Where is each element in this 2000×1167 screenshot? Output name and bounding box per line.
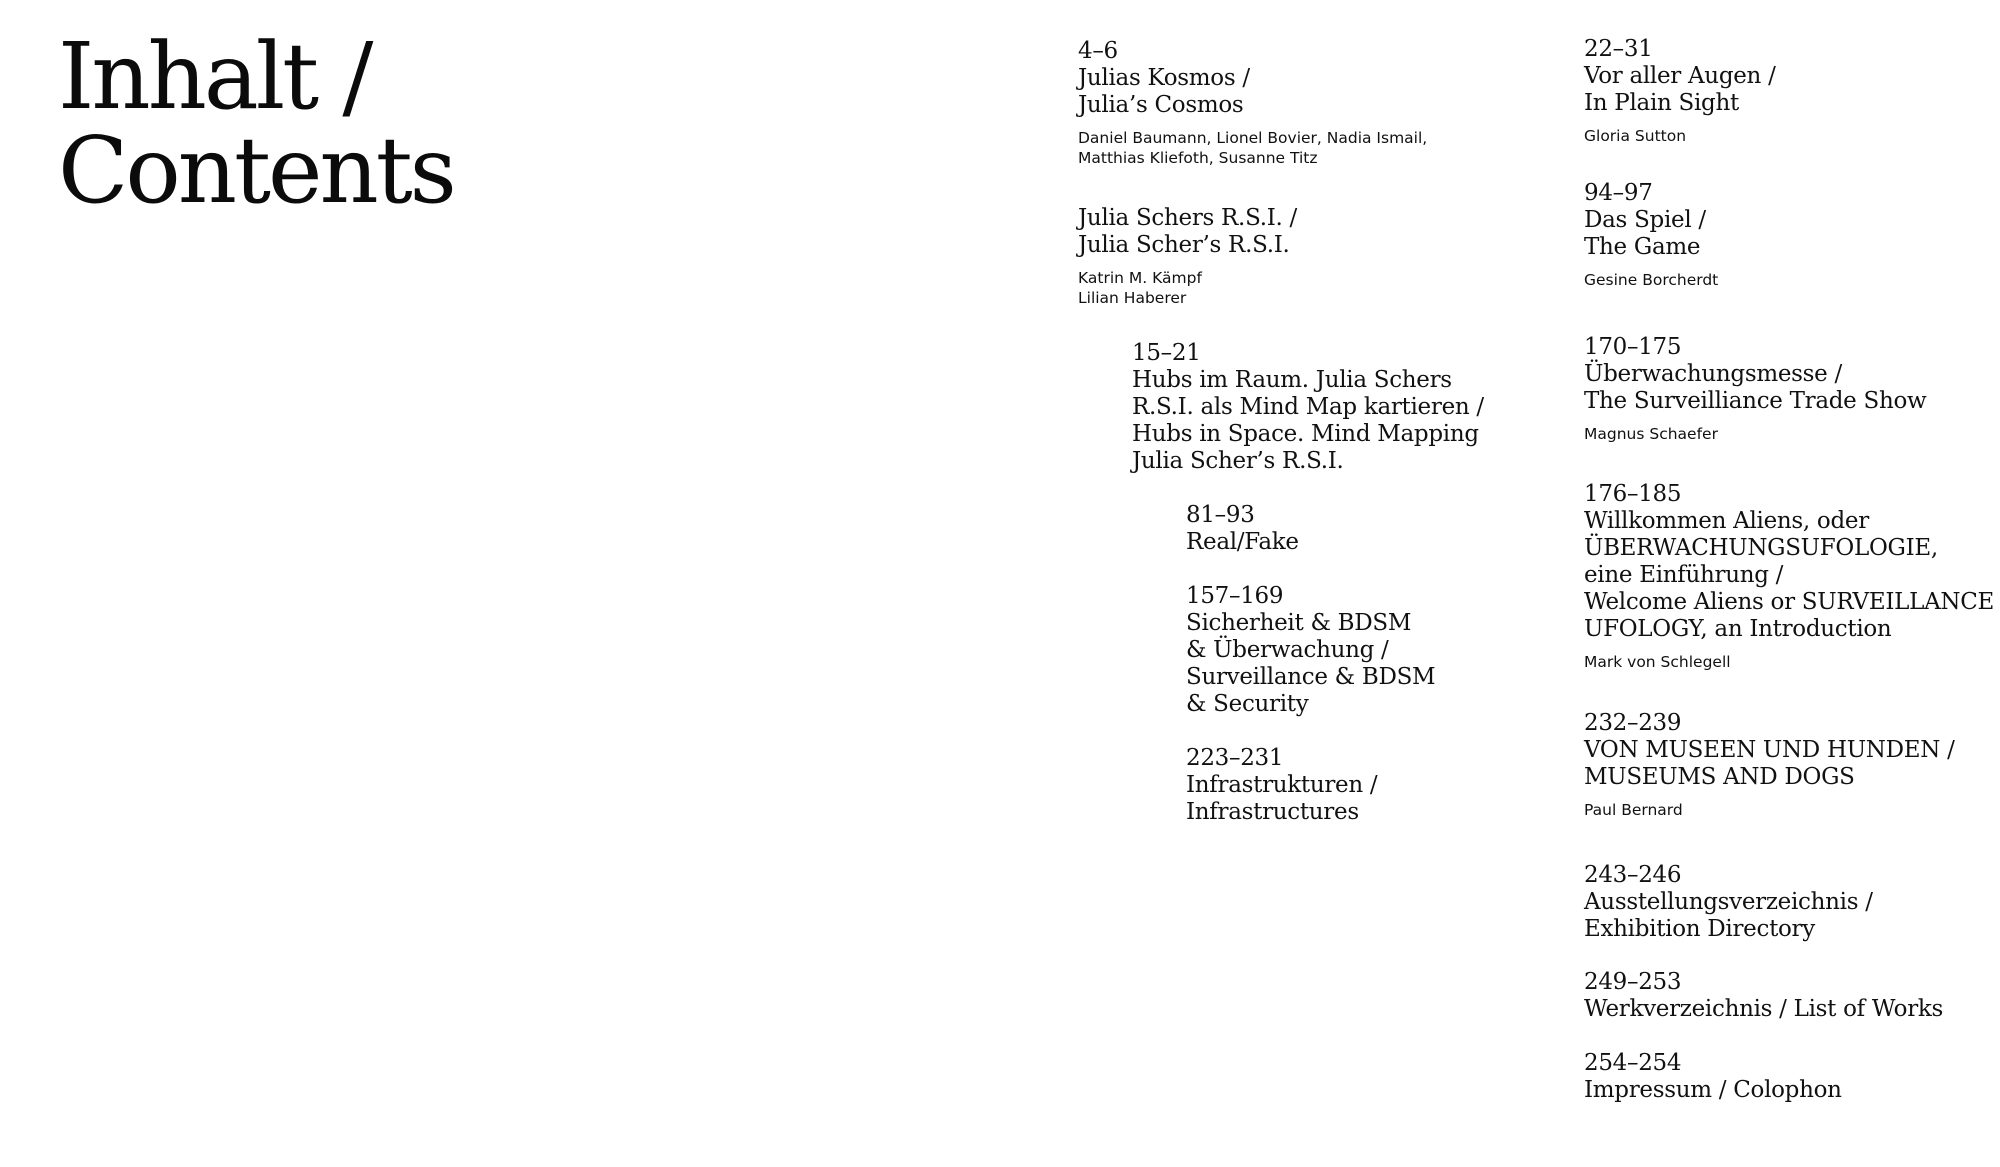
toc-entry-title-line: Ausstellungsverzeichnis / — [1584, 889, 1873, 915]
toc-entry-title-line: Impressum / Colophon — [1584, 1077, 1842, 1103]
toc-entry-title-line: Julia’s Cosmos — [1078, 92, 1244, 118]
toc-entry-title-line: ÜBERWACHUNGSUFOLOGIE, — [1584, 535, 1938, 561]
toc-entry-pages: 254–254 — [1584, 1050, 1682, 1076]
toc-entry-authors-line: Paul Bernard — [1584, 801, 1683, 819]
toc-entry-title-line: Sicherheit & BDSM — [1186, 610, 1412, 636]
toc-entry-title-line: eine Einführung / — [1584, 562, 1784, 588]
toc-entry-authors — [1078, 268, 1297, 308]
toc-entry-authors-line: Magnus Schaefer — [1584, 425, 1718, 443]
toc-entry-authors — [1078, 128, 1427, 168]
toc-entry-title-line: & Überwachung / — [1186, 637, 1389, 663]
page-title — [58, 23, 454, 224]
toc-entry-title-line: In Plain Sight — [1584, 90, 1739, 116]
toc-entry-pages: 15–21 — [1132, 340, 1201, 366]
page-title-line-2: Contents — [58, 117, 454, 224]
toc-entry-title-line: Willkommen Aliens, oder — [1584, 508, 1869, 534]
toc-entry-title-line: VON MUSEEN UND HUNDEN / — [1584, 737, 1955, 763]
toc-entry-julias-kosmos — [1078, 38, 1427, 168]
toc-entry-authors-line: Gesine Borcherdt — [1584, 271, 1719, 289]
toc-entry-title-line: Real/Fake — [1186, 529, 1299, 555]
toc-entry-title-line: Julia Scher’s R.S.I. — [1132, 448, 1344, 474]
toc-entry-willkommen-aliens — [1584, 481, 1994, 672]
toc-entry-title-line: Vor aller Augen / — [1584, 63, 1776, 89]
toc-entry-title-line: The Surveilliance Trade Show — [1584, 388, 1927, 414]
toc-entry-title-line: Infrastrukturen / — [1186, 772, 1378, 798]
toc-entry-authors-line: Matthias Kliefoth, Susanne Titz — [1078, 149, 1318, 167]
toc-entry-title-line: & Security — [1186, 691, 1309, 717]
toc-entry-title-line: UFOLOGY, an Introduction — [1584, 616, 1892, 642]
toc-entry-pages: 94–97 — [1584, 180, 1653, 206]
toc-entry-werkverzeichnis — [1584, 969, 1943, 1023]
toc-entry-title-line: The Game — [1584, 234, 1701, 260]
toc-entry-sicherheit-bdsm — [1186, 583, 1435, 718]
toc-entry-title-line: Julia Schers R.S.I. / — [1078, 205, 1297, 231]
toc-entry-julia-schers-rsi — [1078, 205, 1297, 308]
toc-entry-hubs-im-raum — [1132, 340, 1484, 475]
toc-entry-title-line: Hubs in Space. Mind Mapping — [1132, 421, 1479, 447]
toc-entry-pages: 4–6 — [1078, 38, 1118, 64]
toc-entry-title-line: Julia Scher’s R.S.I. — [1078, 232, 1290, 258]
toc-entry-title-line: MUSEUMS AND DOGS — [1584, 764, 1855, 790]
page-title-line-1: Inhalt / — [58, 23, 371, 130]
toc-entry-authors — [1584, 652, 1994, 672]
toc-entry-pages: 243–246 — [1584, 862, 1682, 888]
toc-entry-title-line: Exhibition Directory — [1584, 916, 1815, 942]
toc-entry-pages: 81–93 — [1186, 502, 1255, 528]
toc-entry-das-spiel — [1584, 180, 1718, 290]
toc-entry-title-line: Das Spiel / — [1584, 207, 1706, 233]
toc-entry-real-fake — [1186, 502, 1299, 556]
toc-entry-authors-line: Katrin M. Kämpf — [1078, 269, 1202, 287]
toc-entry-pages: 22–31 — [1584, 36, 1653, 62]
toc-entry-authors — [1584, 270, 1718, 290]
toc-entry-authors-line: Daniel Baumann, Lionel Bovier, Nadia Ismail, — [1078, 129, 1428, 147]
toc-entry-pages: 249–253 — [1584, 969, 1682, 995]
toc-entry-pages: 223–231 — [1186, 745, 1284, 771]
toc-entry-impressum — [1584, 1050, 1842, 1104]
toc-entry-von-museen-und-hunden — [1584, 710, 1955, 820]
toc-entry-authors — [1584, 126, 1776, 146]
toc-entry-authors-line: Mark von Schlegell — [1584, 653, 1731, 671]
toc-entry-title-line: Julias Kosmos / — [1078, 65, 1250, 91]
toc-entry-pages: 176–185 — [1584, 481, 1682, 507]
toc-entry-ueberwachungsmesse — [1584, 334, 1926, 444]
toc-entry-title-line: R.S.I. als Mind Map kartieren / — [1132, 394, 1484, 420]
toc-entry-authors-line: Lilian Haberer — [1078, 289, 1187, 307]
toc-entry-title-line: Hubs im Raum. Julia Schers — [1132, 367, 1452, 393]
toc-entry-title-line: Surveillance & BDSM — [1186, 664, 1436, 690]
toc-entry-title-line: Welcome Aliens or SURVEILLANCE — [1584, 589, 1994, 615]
toc-entry-ausstellungsverzeichnis — [1584, 862, 1873, 943]
toc-entry-title-line: Überwachungsmesse / — [1584, 361, 1842, 387]
toc-entry-infrastrukturen — [1186, 745, 1377, 826]
toc-entry-pages: 170–175 — [1584, 334, 1682, 360]
toc-entry-authors — [1584, 424, 1926, 444]
toc-entry-authors — [1584, 800, 1955, 820]
toc-entry-pages: 157–169 — [1186, 583, 1284, 609]
toc-entry-vor-aller-augen — [1584, 36, 1776, 146]
toc-entry-title-line: Infrastructures — [1186, 799, 1359, 825]
toc-entry-authors-line: Gloria Sutton — [1584, 127, 1687, 145]
toc-entry-pages: 232–239 — [1584, 710, 1682, 736]
toc-entry-title-line: Werkverzeichnis / List of Works — [1584, 996, 1944, 1022]
